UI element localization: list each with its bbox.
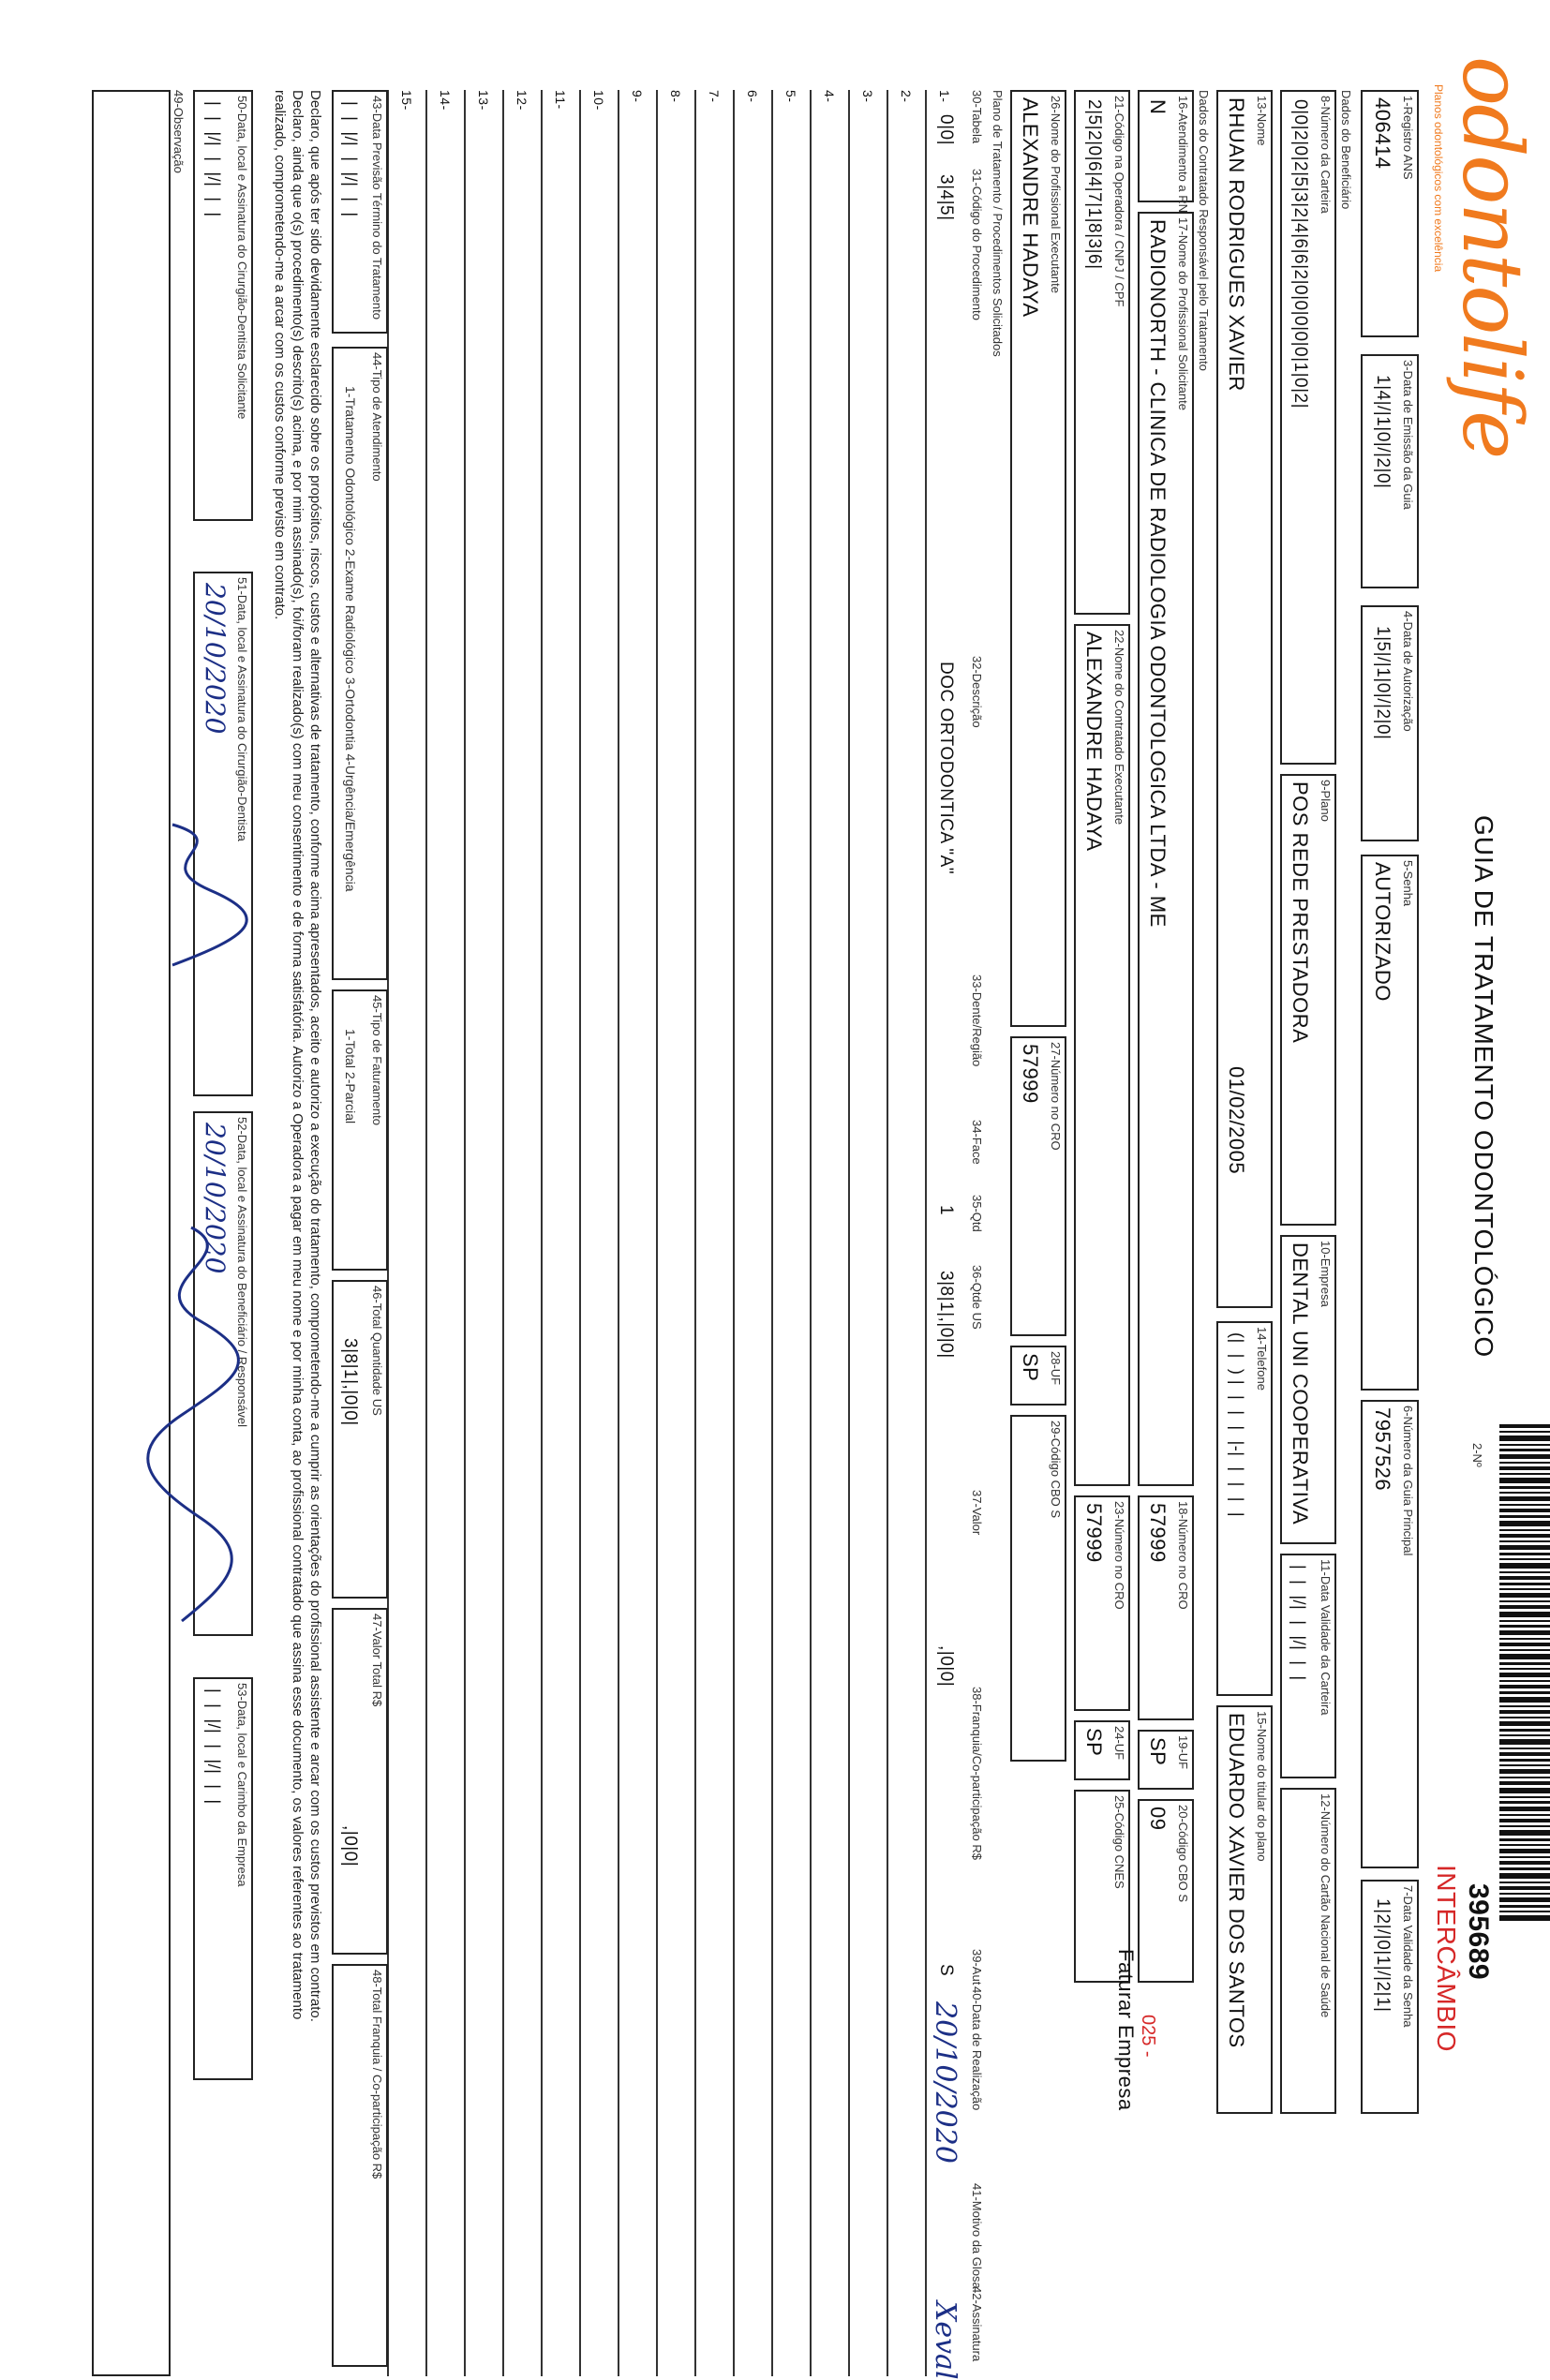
row-codigo: 3|4|5| <box>936 174 956 221</box>
observacao-label: 49-Observação <box>171 90 186 173</box>
row-number: 9- <box>630 90 645 103</box>
titular-box: 15-Nome do titular do plano EDUARDO XAVIER DOS SANTOS <box>1216 1705 1273 2114</box>
uf-box: 19-UF SP <box>1138 1730 1194 1790</box>
data-autorizacao-box: 4-Data de Autorização 1|5|/|1|0|/|2|0| <box>1361 605 1419 841</box>
row-tabela: 0|0| <box>936 114 956 146</box>
col-assinatura: 42-Assinatura <box>970 2286 984 2362</box>
data-dentista-box: 51-Data, local e Assinatura do Cirurgião-Dentista 20/10/2020 <box>193 572 253 1096</box>
table-row <box>424 90 462 2376</box>
table-row <box>462 90 500 2376</box>
table-row <box>500 90 539 2376</box>
nome-box: 13-Nome RHUAN RODRIGUES XAVIER 01/02/2005 <box>1216 90 1273 1308</box>
table-row <box>885 90 923 2376</box>
guide-number: 395689 <box>1463 1883 1494 1981</box>
row-number: 15- <box>399 90 414 111</box>
nascimento-value: 01/02/2005 <box>1225 1066 1248 1175</box>
prof-exec-value: ALEXANDRE HADAYA <box>1019 97 1042 318</box>
row-number: 1- <box>937 90 952 103</box>
row-number: 7- <box>707 90 722 103</box>
table-row <box>769 90 808 2376</box>
row-number: 3- <box>860 90 875 103</box>
data-empresa-box: 53-Data, local e Carimbo da Empresa | | |/| | |/| | | <box>193 1677 253 2080</box>
table-row <box>539 90 577 2376</box>
cbos-value: 09 <box>1146 1807 1170 1831</box>
section-procedures: Plano de Tratamento / Procedimentos Solicitados <box>991 90 1005 357</box>
row-descricao: DOC ORTODONTICA "A" <box>936 662 956 875</box>
row-number: 12- <box>514 90 529 111</box>
uf-prof-value: SP <box>1019 1353 1042 1382</box>
row-qtd: 1 <box>936 1205 956 1216</box>
beneficiary-signature <box>126 1218 257 1630</box>
dentist-signature <box>135 806 257 993</box>
prev-termino-box: 43-Data Previsão Término do Tratamento | | |/| | |/| | | <box>332 90 388 334</box>
guide-number-label: 2-Nº <box>1470 1443 1484 1467</box>
uf-value: SP <box>1146 1737 1170 1766</box>
prof-solicitante-box: 17-Nome do Profissional Solicitante RADIONORTH - CLINICA DE RADIOLOGIA ODONTOLOGICA LTDA - ME <box>1138 212 1194 1486</box>
registro-ans-box: 1-Registro ANS 406414 <box>1361 90 1419 337</box>
atendimento-rn-box: 16-Atendimento a RN N <box>1138 90 1194 202</box>
num-carteira-box: 8-Número da Carteira 0|0|2|0|2|5|3|2|4|6|6|2|0|0|0|0|0|1|0|2| <box>1280 90 1336 765</box>
guia-principal-box: 6-Número da Guia Principal 7957526 <box>1361 1400 1419 1868</box>
brand-logo: odontolife <box>1444 56 1541 458</box>
col-aut: 39-Aut <box>970 1949 984 1986</box>
cro-prof-value: 57999 <box>1019 1044 1042 1104</box>
nome-value: RHUAN RODRIGUES XAVIER <box>1225 97 1248 392</box>
data-beneficiario-box: 52-Data, local e Assinatura do Beneficiário / Responsável 20/10/2020 <box>193 1111 253 1636</box>
data-autorizacao-value: 1|5|/|1|0|/|2|0| <box>1373 626 1393 740</box>
col-franquia: 38-Franquia/Co-participação R$ <box>970 1687 984 1860</box>
row-number: 6- <box>745 90 760 103</box>
row-number: 8- <box>668 90 683 103</box>
cbos-prof-box: 29-Código CBO S <box>1010 1415 1066 1762</box>
validade-senha-value: 1|2|/|0|1|/|2|1| <box>1373 1898 1393 2013</box>
row-qtd-us: 3|8|1|,|0|0| <box>936 1271 956 1359</box>
note-code: 025 - <box>1138 2015 1158 2058</box>
cro-exec-value: 57999 <box>1082 1503 1106 1563</box>
col-qtd: 35-Qtd <box>970 1195 984 1232</box>
senha-box: 5-Senha AUTORIZADO <box>1361 855 1419 1391</box>
cro-value: 57999 <box>1146 1503 1170 1563</box>
table-row <box>385 90 424 2376</box>
row-valor: ,|0|0| <box>936 1645 956 1688</box>
table-row <box>808 90 846 2376</box>
row-number: 10- <box>591 90 606 111</box>
total-qtd-us-value: 3|8|1|,|0|0| <box>340 1338 360 1426</box>
data-solicitante-box: 50-Data, local e Assinatura do Cirurgião-Dentista Solicitante | | |/| | |/| | | <box>193 90 253 521</box>
registro-ans-value: 406414 <box>1371 97 1394 170</box>
row-number: 4- <box>822 90 837 103</box>
guia-principal-value: 7957526 <box>1371 1407 1394 1492</box>
contratado-exec-box: 22-Nome do Contratado Executante ALEXANDRE HADAYA <box>1074 624 1130 1486</box>
tipo-atendimento-box: 44-Tipo de Atendimento 1-Tratamento Odontológico 2-Exame Radiológico 3-Ortodontia 4-Urgência/Emergência <box>332 347 388 980</box>
cro-prof-box: 27-Número no CRO 57999 <box>1010 1036 1066 1336</box>
tipo-faturamento-box: 45-Tipo de Faturamento 1-Total 2-Parcial <box>332 989 388 1271</box>
col-valor: 37-Valor <box>970 1490 984 1536</box>
uf-exec-value: SP <box>1082 1728 1106 1757</box>
empresa-value: DENTAL UNI COOPERATIVA <box>1289 1242 1312 1525</box>
cro-exec-box: 23-Número no CRO 57999 <box>1074 1495 1130 1711</box>
uf-exec-box: 24-UF SP <box>1074 1720 1130 1780</box>
table-row <box>616 90 654 2376</box>
col-dente: 33-Dente/Região <box>970 974 984 1067</box>
page-title: GUIA DE TRATAMENTO ODONTOLÓGICO <box>1469 815 1498 1359</box>
col-data: 40-Data de Realização <box>970 1986 984 2111</box>
total-qtd-us-box: 46-Total Quantidade US 3|8|1|,|0|0| <box>332 1280 388 1599</box>
row-number: 2- <box>899 90 914 103</box>
telefone-box: 14-Telefone (| | ) | | | | |-| | | | | <box>1216 1321 1273 1696</box>
table-row <box>923 90 961 2380</box>
titular-value: EDUARDO XAVIER DOS SANTOS <box>1225 1713 1248 2048</box>
cbos-box: 20-Código CBO S 09 <box>1138 1799 1194 1983</box>
declaration-text: Declaro, que após ter sido devidamente esclarecido sobre os propósitos, riscos, custos e alternativas de tratamento, conforme acima apresentados, aceito e autorizo a execução do tratamento, comprometendo-me a cumprir as orientações do profissional assistente e arcar com os custos previstos em contrato. Declaro, ainda que o(s) procedimento(s) descrito(s) acima, e por mim assinado(s), foi/foram realizado(s) com meu consentimento e de forma satisfatória. Autorizo a Operadora a pagar em meu nome e por minha conta, ao profissional contratado que assina esse documento, os valores referentes ao tratamento realizado, comprometendo-me a arcar com os custos conforme previsto em contrato. <box>272 90 323 2022</box>
col-descricao: 32-Descrição <box>970 656 984 728</box>
cnpj-value: 2|5|2|0|6|4|7|1|8|3|6| <box>1084 99 1104 270</box>
prof-solicitante-value: RADIONORTH - CLINICA DE RADIOLOGIA ODONTOLOGICA LTDA - ME <box>1146 219 1170 928</box>
table-row <box>731 90 769 2376</box>
row-number: 11- <box>553 90 568 110</box>
table-row <box>693 90 731 2376</box>
cnes-box: 25-Código CNES <box>1074 1790 1130 1983</box>
cns-box: 12-Número do Cartão Nacional de Saúde <box>1280 1788 1336 2114</box>
valor-total-box: 47-Valor Total R$ ,|0|0| <box>332 1608 388 1955</box>
row-number: 5- <box>783 90 798 103</box>
row-assinatura: Xeval <box>929 2301 961 2380</box>
col-codigo: 31-Código do Procedimento <box>970 169 984 320</box>
valor-total-value: ,|0|0| <box>340 1825 360 1867</box>
plano-value: POS REDE PRESTADORA <box>1289 781 1312 1044</box>
contratado-exec-value: ALEXANDRE HADAYA <box>1082 632 1106 852</box>
uf-prof-box: 28-UF SP <box>1010 1346 1066 1406</box>
empresa-box: 10-Empresa DENTAL UNI COOPERATIVA <box>1280 1235 1336 1544</box>
col-qtd-us: 36-Qtde US <box>970 1265 984 1330</box>
col-face: 34-Face <box>970 1120 984 1165</box>
prof-exec-box: 26-Nome do Profissional Executante ALEXANDRE HADAYA <box>1010 90 1066 1027</box>
row-number: 13- <box>476 90 491 111</box>
plano-box: 9-Plano POS REDE PRESTADORA <box>1280 774 1336 1226</box>
data-beneficiario-value: 20/10/2020 <box>200 1123 231 1274</box>
data-emissao-box: 3-Data de Emissão da Guia 1|4|/|1|0|/|2|0| <box>1361 354 1419 588</box>
tipo-faturamento-options: 1-Total 2-Parcial <box>343 1029 358 1124</box>
validade-senha-box: 7-Data Validade da Senha 1|2|/|0|1|/|2|1| <box>1361 1880 1419 2114</box>
barcode-image <box>1499 1424 1550 2080</box>
row-number: 14- <box>438 90 453 111</box>
num-carteira-value: 0|0|2|0|2|5|3|2|4|6|6|2|0|0|0|0|0|1|0|2| <box>1290 99 1310 409</box>
atendimento-rn-value: N <box>1146 99 1170 115</box>
col-tabela: 30-Tabela <box>970 90 984 144</box>
row-aut: S <box>936 1964 956 1977</box>
row-data: 20/10/2020 <box>929 2001 961 2164</box>
tipo-atendimento-options: 1-Tratamento Odontológico 2-Exame Radiológico 3-Ortodontia 4-Urgência/Emergência <box>343 386 358 892</box>
cnpj-box: 21-Código na Operadora / CNPJ / CPF 2|5|2|0|6|4|7|1|8|3|6| <box>1074 90 1130 615</box>
validade-carteira-box: 11-Data Validade da Carteira | | |/| | |/| | | <box>1280 1554 1336 1778</box>
exchange-label: INTERCÂMBIO <box>1432 1865 1461 2052</box>
table-row <box>654 90 693 2376</box>
brand-tagline: Planos odontológicos com excelência <box>1432 84 1445 273</box>
note-text: Faturar Empresa <box>1114 1949 1138 2111</box>
table-row <box>846 90 885 2376</box>
total-franquia-box: 48-Total Franquia / Co-participação R$ <box>332 1964 388 2367</box>
data-emissao-value: 1|4|/|1|0|/|2|0| <box>1373 375 1393 489</box>
col-motivo: 41-Motivo da Glosa <box>970 2183 984 2289</box>
section-contratado: Dados do Contratado Responsável pelo Tratamento <box>1197 90 1211 371</box>
section-beneficiario: Dados do Beneficiário <box>1339 90 1353 210</box>
cro-box: 18-Número no CRO 57999 <box>1138 1495 1194 1720</box>
senha-value: AUTORIZADO <box>1371 862 1394 1002</box>
data-dentista-value: 20/10/2020 <box>200 583 231 735</box>
table-row <box>577 90 616 2376</box>
